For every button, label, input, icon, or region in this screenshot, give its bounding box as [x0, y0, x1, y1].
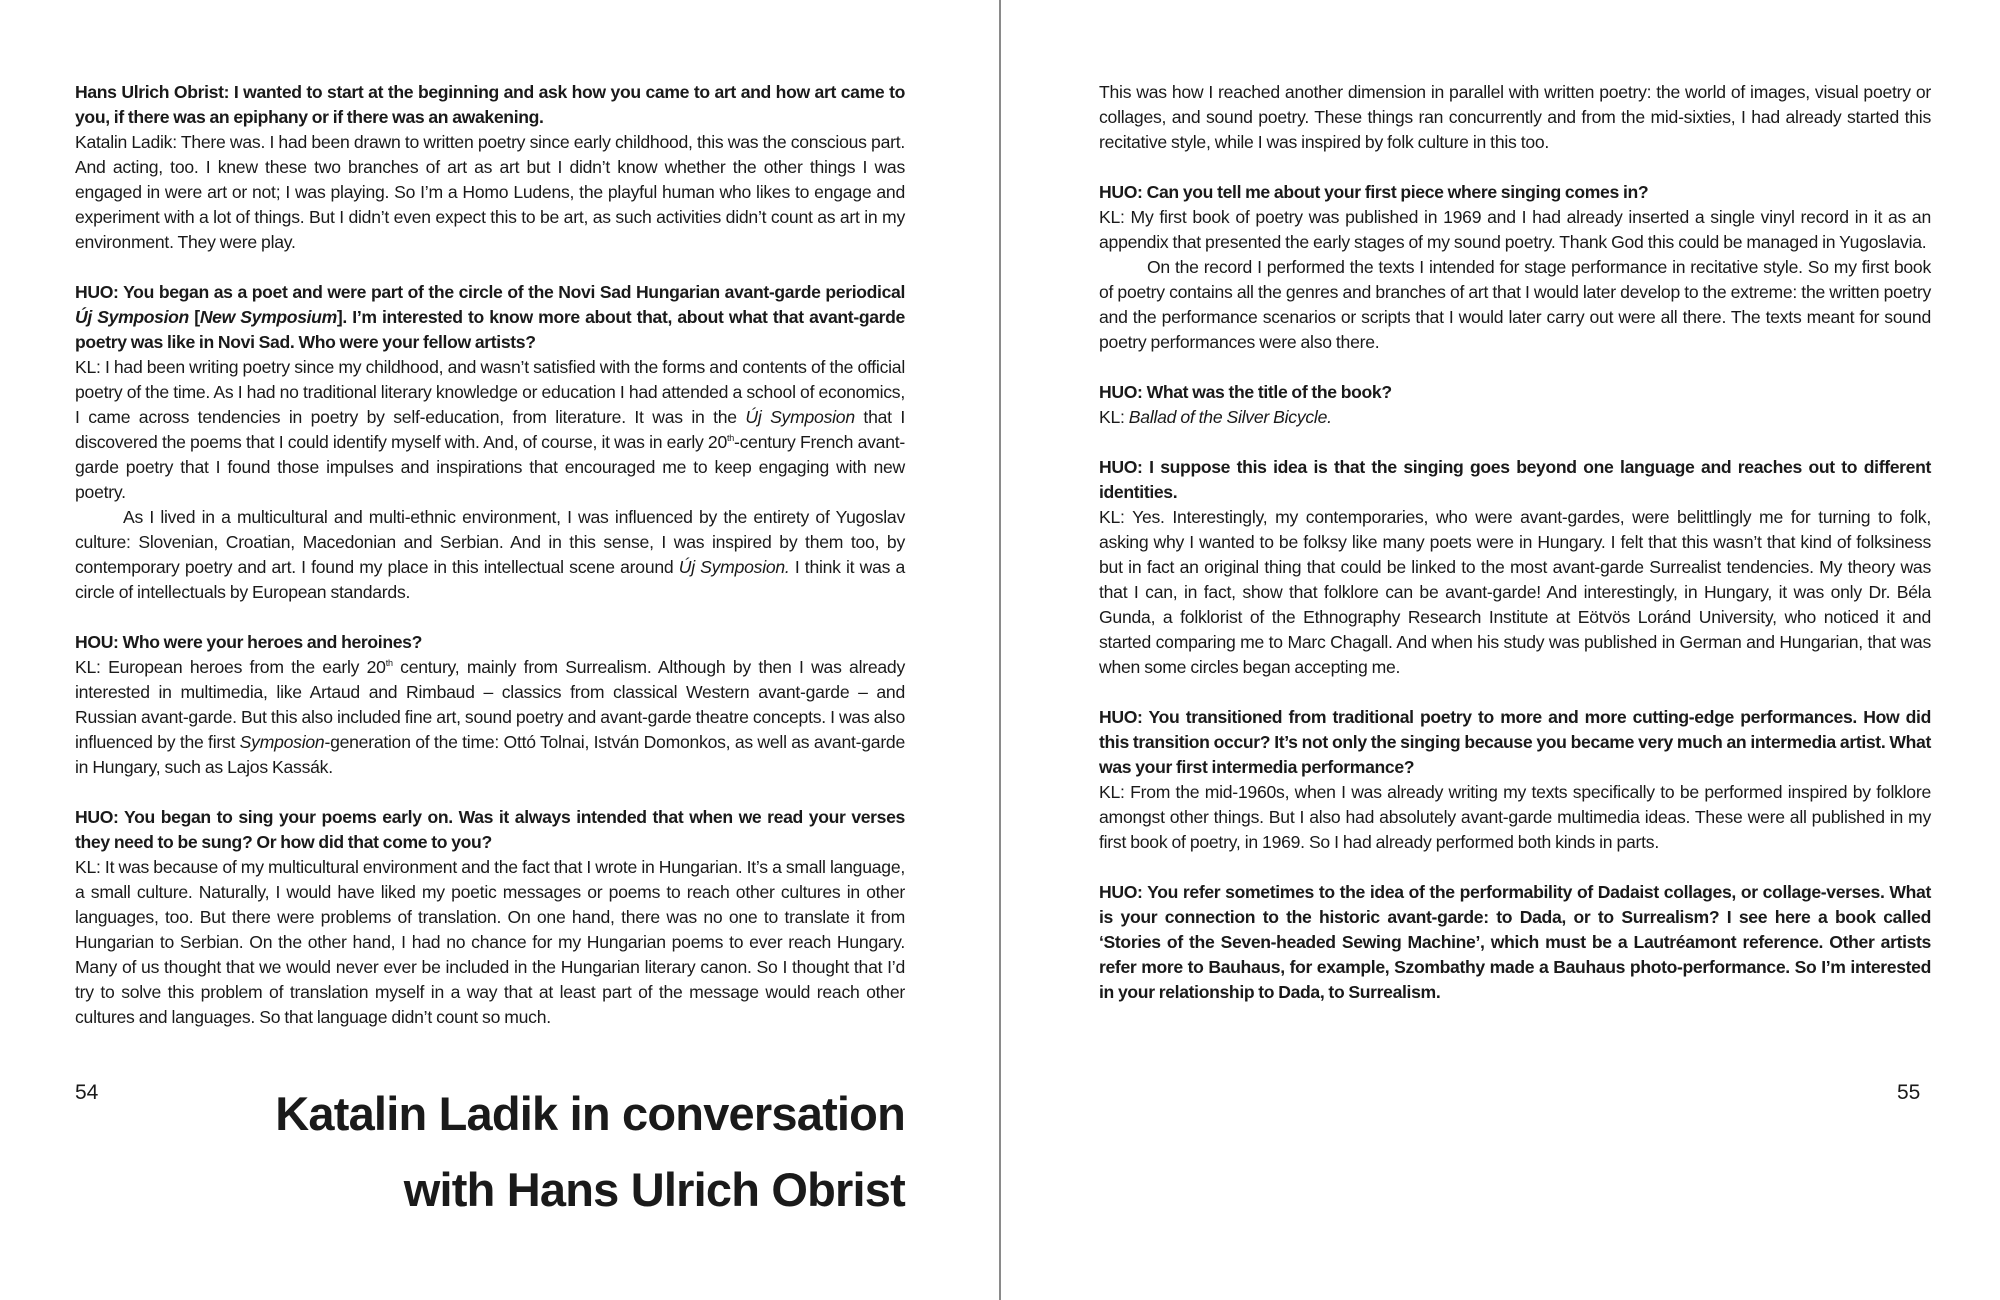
qa-block: [75, 280, 905, 605]
right-text-column: [1099, 80, 1931, 1030]
answer-text: that I discovered the poems that I could identify myself with. And, of course, it was in early 20: [75, 407, 905, 452]
question: HUO: You refer sometimes to the idea of the performability of Dadaist collages, or collage-verses. What is your connection to the historic avant-garde: to Dada, or to Surrealism? I see here a book called ‘Stories of the Seven-headed Sewing Machine’, which must be a Lautréamont reference. Other artists refer more to Bauhaus, for example, Szombathy made a Bauhaus photo-performance. So I’m interested in your relationship to Dada, to Surrealism.: [1099, 882, 1931, 1002]
answer-paragraph: On the record I performed the texts I intended for stage performance in recitative style. So my first book of poetry contains all the genres and branches of art that I would later develop to the extreme: the written poetry and the performance scenarios or scripts that I would later carry out were all there. The texts meant for sound poetry performances were also there.: [1099, 257, 1931, 352]
answer-text: I think it was a circle of intellectuals by European standards.: [75, 557, 905, 602]
answer-text: century, mainly from Surrealism. Although by then I was already interested in multimedia, like Artaud and Rimbaud – classics from classical Western avant-garde – and Russian avant-garde. But this also included fine art, sound poetry and avant-garde theatre concepts. I was also influenced by the first: [75, 657, 905, 752]
article-title-line-1: Katalin Ladik in conversation: [275, 1087, 905, 1140]
qa-block: [1099, 380, 1931, 430]
periodical-title: Új Symposion: [745, 407, 855, 427]
qa-block: [1099, 180, 1931, 355]
periodical-title: Új Symposion.: [678, 557, 790, 577]
left-text-column: [75, 80, 905, 1055]
answer: KL: Yes. Interestingly, my contemporaries, who were avant-gardes, were belittlingly me for turning to folk, asking why I wanted to be folksy like many poets were in Hungary. I felt that this wasn’t that kind of folksiness but in fact an original thing that could be linked to the most avant-garde Surrealist tendencies. My theory was that I can, in fact, show that folklore can be avant-garde! And interestingly, in Hungary, it was only Dr. Béla Gunda, a folklorist of the Ethnography Research Institute at Eötvös Loránd University, who noticed it and started comparing me to Marc Chagall. And when his study was published in German and Hungarian, that was when some circles began accepting me.: [1099, 507, 1931, 677]
page-number-right: 55: [1897, 1081, 1921, 1104]
answer-text: KL:: [1099, 407, 1129, 427]
answer: This was how I reached another dimension in parallel with written poetry: the world of images, visual poetry or collages, and sound poetry. These things ran concurrently and from the mid-sixties, I had already started this recitative style, while I was inspired by folk culture in this too.: [1099, 82, 1931, 152]
periodical-title: Új Symposion: [75, 307, 189, 327]
answer: KL: It was because of my multicultural environment and the fact that I wrote in Hungarian. It’s a small language, a small culture. Naturally, I would have liked my poetic messages or poems to reach other cultures in other languages, too. But there were problems of translation. On one hand, there was no one to translate it from Hungarian to Serbian. On the other hand, I had no chance for my Hungarian poems to ever reach Hungary. Many of us thought that we would never ever be included in the Hungarian literary canon. So I thought that I’d try to solve this problem of translation myself in a way that at least part of the message would reach other cultures and languages. So that language didn’t count so much.: [75, 857, 905, 1027]
answer-text: -generation of the time: Ottó Tolnai, István Domonkos, as well as avant-garde in Hungary, such as Lajos Kassák.: [75, 732, 905, 777]
ordinal-suffix: th: [727, 433, 735, 444]
qa-block: [1099, 705, 1931, 855]
book-title: Ballad of the Silver Bicycle.: [1128, 407, 1332, 427]
qa-block: [1099, 880, 1931, 1005]
right-page: [1001, 0, 2000, 1300]
answer: [1099, 405, 1931, 430]
answer-paragraph: [75, 505, 905, 605]
answer-continuation: [1099, 80, 1931, 155]
answer: [75, 355, 905, 505]
question: [75, 280, 905, 355]
question: HUO: You began to sing your poems early on. Was it always intended that when we read your verses they need to be sung? Or how did that come to you?: [75, 807, 905, 852]
periodical-translation: New Symposium: [199, 307, 337, 327]
article-title-line-2: with Hans Ulrich Obrist: [403, 1163, 905, 1216]
question: HOU: Who were your heroes and heroines?: [75, 632, 423, 652]
answer: KL: From the mid-1960s, when I was already writing my texts specifically to be performed inspired by folklore amongst other things. But I also had absolutely avant-garde multimedia ideas. These were all published in my first book of poetry, in 1969. So I had already performed both kinds in parts.: [1099, 782, 1931, 852]
question: Hans Ulrich Obrist: I wanted to start at the beginning and ask how you came to art and how art came to you, if there was an epiphany or if there was an awakening.: [75, 82, 905, 127]
qa-block: [1099, 455, 1931, 680]
answer-text: As I lived in a multicultural and multi-ethnic environment, I was influenced by the entirety of Yugoslav culture: Slovenian, Croatian, Macedonian and Serbian. And in this sense, I was inspired by them too, by contemporary poetry and art. I found my place in this intellectual scene around: [75, 507, 905, 577]
question: HUO: I suppose this idea is that the singing goes beyond one language and reaches out to different identities.: [1099, 457, 1931, 502]
answer: [75, 655, 905, 780]
question: HUO: You transitioned from traditional poetry to more and more cutting-edge performances. How did this transition occur? It’s not only the singing because you became very much an intermedia artist. What was your first intermedia performance?: [1099, 707, 1931, 777]
periodical-title: Symposion: [239, 732, 325, 752]
qa-block: [75, 80, 905, 255]
question-text: [: [188, 307, 200, 327]
qa-block: [75, 630, 905, 780]
question: HUO: Can you tell me about your first piece where singing comes in?: [1099, 182, 1649, 202]
answer-text: KL: I had been writing poetry since my childhood, and wasn’t satisfied with the forms and contents of the official poetry of the time. As I had no traditional literary knowledge or education I had attended a school of economics, I came across tendencies in poetry by self-education, from literature. It was in the: [75, 357, 905, 427]
answer-text: KL: European heroes from the early 20: [75, 657, 386, 677]
question-text: HUO: You began as a poet and were part of the circle of the Novi Sad Hungarian avant-garde periodical: [75, 282, 905, 302]
question: HUO: What was the title of the book?: [1099, 382, 1392, 402]
answer: KL: My first book of poetry was published in 1969 and I had already inserted a single vinyl record in it as an appendix that presented the early stages of my sound poetry. Thank God this could be managed in Yugoslavia.: [1099, 207, 1931, 252]
answer: Katalin Ladik: There was. I had been drawn to written poetry since early childhood, this was the conscious part. And acting, too. I knew these two branches of art as art but I didn’t know whether the other things I was engaged in were art or not; I was playing. So I’m a Homo Ludens, the playful human who likes to engage and experiment with a lot of things. But I didn’t even expect this to be art, as such activities didn’t count as art in my environment. They were play.: [75, 132, 905, 252]
answer-text: -century French avant-garde poetry that I found those impulses and inspirations that encouraged me to keep engaging with new poetry.: [75, 432, 905, 502]
ordinal-suffix: th: [385, 658, 393, 669]
page-number-left: 54: [75, 1081, 99, 1104]
qa-block: [75, 805, 905, 1030]
question-text: ]. I’m interested to know more about that, about what that avant-garde poetry was like in Novi Sad. Who were your fellow artists?: [75, 307, 905, 352]
